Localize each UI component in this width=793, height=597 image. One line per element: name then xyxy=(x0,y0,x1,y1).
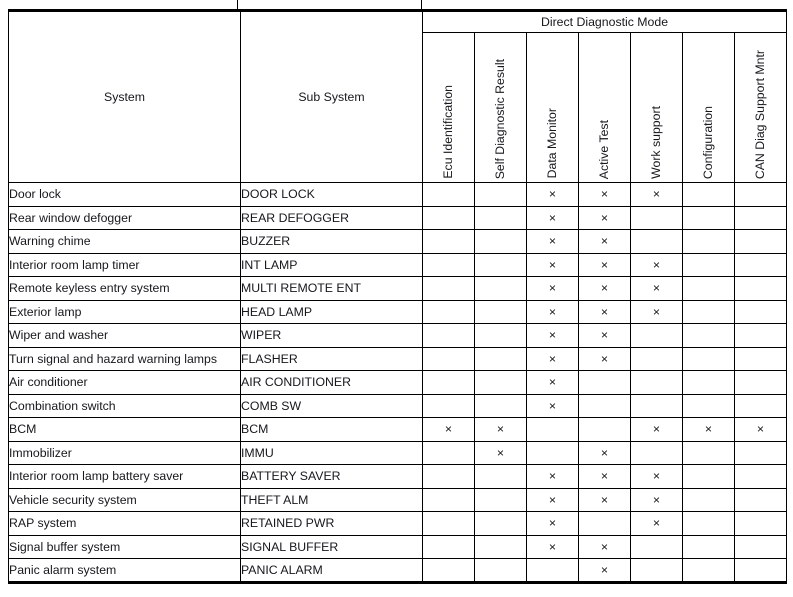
applicability-mark-cell: × xyxy=(579,230,631,254)
empty-mark-cell xyxy=(735,465,787,489)
empty-mark-cell xyxy=(475,277,527,301)
mode-column-label: Active Test xyxy=(597,119,612,179)
empty-mark-cell xyxy=(735,253,787,277)
direct-diagnostic-mode-table xyxy=(8,9,787,584)
empty-mark-cell xyxy=(735,300,787,324)
applicability-mark-cell: × xyxy=(527,183,579,207)
empty-mark-cell xyxy=(423,300,475,324)
table-row xyxy=(9,206,787,230)
empty-mark-cell xyxy=(683,465,735,489)
mode-column-label: Data Monitor xyxy=(545,108,560,179)
empty-mark-cell xyxy=(475,535,527,559)
empty-mark-cell xyxy=(631,535,683,559)
sub-system-cell: RETAINED PWR xyxy=(241,512,423,536)
table-row xyxy=(9,559,787,583)
system-cell: Interior room lamp timer xyxy=(9,253,241,277)
applicability-mark-cell: × xyxy=(579,465,631,489)
applicability-mark-cell: × xyxy=(527,465,579,489)
empty-mark-cell xyxy=(423,230,475,254)
empty-mark-cell xyxy=(475,183,527,207)
table-row xyxy=(9,183,787,207)
applicability-mark-cell: × xyxy=(527,300,579,324)
empty-mark-cell xyxy=(423,371,475,395)
empty-mark-cell xyxy=(735,394,787,418)
empty-mark-cell xyxy=(423,488,475,512)
empty-mark-cell xyxy=(631,394,683,418)
empty-mark-cell xyxy=(475,300,527,324)
empty-mark-cell xyxy=(735,277,787,301)
sub-system-cell: AIR CONDITIONER xyxy=(241,371,423,395)
sub-system-cell: INT LAMP xyxy=(241,253,423,277)
empty-mark-cell xyxy=(683,441,735,465)
empty-mark-cell xyxy=(631,441,683,465)
applicability-mark-cell: × xyxy=(527,535,579,559)
system-cell: Exterior lamp xyxy=(9,300,241,324)
sub-system-cell: BUZZER xyxy=(241,230,423,254)
empty-mark-cell xyxy=(475,512,527,536)
top-edge-gridline-left xyxy=(237,0,238,9)
table-row xyxy=(9,371,787,395)
empty-mark-cell xyxy=(683,347,735,371)
table-row xyxy=(9,512,787,536)
table-row xyxy=(9,324,787,348)
empty-mark-cell xyxy=(683,394,735,418)
empty-mark-cell xyxy=(423,512,475,536)
system-cell: Remote keyless entry system xyxy=(9,277,241,301)
sub-system-cell: SIGNAL BUFFER xyxy=(241,535,423,559)
empty-mark-cell xyxy=(683,183,735,207)
empty-mark-cell xyxy=(631,230,683,254)
empty-mark-cell xyxy=(423,441,475,465)
applicability-mark-cell: × xyxy=(631,512,683,536)
table-row xyxy=(9,535,787,559)
applicability-mark-cell: × xyxy=(527,394,579,418)
applicability-mark-cell: × xyxy=(631,300,683,324)
empty-mark-cell xyxy=(735,512,787,536)
system-cell: Rear window defogger xyxy=(9,206,241,230)
empty-mark-cell xyxy=(579,418,631,442)
mode-column-label: CAN Diag Support Mntr xyxy=(753,49,768,179)
empty-mark-cell xyxy=(579,394,631,418)
empty-mark-cell xyxy=(735,371,787,395)
applicability-mark-cell: × xyxy=(631,418,683,442)
empty-mark-cell xyxy=(683,512,735,536)
empty-mark-cell xyxy=(475,559,527,583)
empty-mark-cell xyxy=(683,559,735,583)
applicability-mark-cell: × xyxy=(579,324,631,348)
applicability-mark-cell: × xyxy=(631,183,683,207)
empty-mark-cell xyxy=(527,441,579,465)
applicability-mark-cell: × xyxy=(423,418,475,442)
applicability-mark-cell: × xyxy=(735,418,787,442)
applicability-mark-cell: × xyxy=(527,512,579,536)
empty-mark-cell xyxy=(475,324,527,348)
empty-mark-cell xyxy=(735,441,787,465)
empty-mark-cell xyxy=(579,371,631,395)
system-cell: Immobilizer xyxy=(9,441,241,465)
system-cell: Warning chime xyxy=(9,230,241,254)
applicability-mark-cell: × xyxy=(527,488,579,512)
system-cell: Panic alarm system xyxy=(9,559,241,583)
system-column-header: System xyxy=(9,11,241,183)
direct-diagnostic-mode-header: Direct Diagnostic Mode xyxy=(423,11,787,33)
applicability-mark-cell: × xyxy=(475,418,527,442)
sub-system-column-header: Sub System xyxy=(241,11,423,183)
empty-mark-cell xyxy=(735,559,787,583)
mode-column-label: Configuration xyxy=(701,105,716,179)
empty-mark-cell xyxy=(631,559,683,583)
empty-mark-cell xyxy=(683,253,735,277)
applicability-mark-cell: × xyxy=(527,324,579,348)
mode-column-header-3 xyxy=(527,33,579,183)
applicability-mark-cell: × xyxy=(631,277,683,301)
applicability-mark-cell: × xyxy=(579,488,631,512)
applicability-mark-cell: × xyxy=(683,418,735,442)
applicability-mark-cell: × xyxy=(631,488,683,512)
table-row xyxy=(9,300,787,324)
mode-column-header-2 xyxy=(475,33,527,183)
empty-mark-cell xyxy=(475,371,527,395)
empty-mark-cell xyxy=(423,394,475,418)
mode-column-header-6 xyxy=(683,33,735,183)
empty-mark-cell xyxy=(423,324,475,348)
empty-mark-cell xyxy=(735,347,787,371)
table-row xyxy=(9,277,787,301)
empty-mark-cell xyxy=(683,488,735,512)
empty-mark-cell xyxy=(475,347,527,371)
sub-system-cell: DOOR LOCK xyxy=(241,183,423,207)
empty-mark-cell xyxy=(683,371,735,395)
empty-mark-cell xyxy=(735,535,787,559)
empty-mark-cell xyxy=(683,206,735,230)
mode-column-header-4 xyxy=(579,33,631,183)
empty-mark-cell xyxy=(423,253,475,277)
empty-mark-cell xyxy=(683,535,735,559)
sub-system-cell: THEFT ALM xyxy=(241,488,423,512)
empty-mark-cell xyxy=(631,324,683,348)
sub-system-cell: PANIC ALARM xyxy=(241,559,423,583)
empty-mark-cell xyxy=(475,206,527,230)
table-row xyxy=(9,230,787,254)
empty-mark-cell xyxy=(475,230,527,254)
sub-system-cell: WIPER xyxy=(241,324,423,348)
empty-mark-cell xyxy=(735,488,787,512)
system-cell: RAP system xyxy=(9,512,241,536)
mode-column-label: Self Diagnostic Result xyxy=(493,58,508,179)
applicability-mark-cell: × xyxy=(631,465,683,489)
empty-mark-cell xyxy=(527,418,579,442)
applicability-mark-cell: × xyxy=(527,347,579,371)
applicability-mark-cell: × xyxy=(579,300,631,324)
empty-mark-cell xyxy=(735,183,787,207)
system-cell: Door lock xyxy=(9,183,241,207)
applicability-mark-cell: × xyxy=(527,277,579,301)
sub-system-cell: FLASHER xyxy=(241,347,423,371)
applicability-mark-cell: × xyxy=(579,183,631,207)
system-cell: Combination switch xyxy=(9,394,241,418)
empty-mark-cell xyxy=(683,230,735,254)
empty-mark-cell xyxy=(683,300,735,324)
applicability-mark-cell: × xyxy=(579,253,631,277)
empty-mark-cell xyxy=(475,253,527,277)
top-edge-gridline-right xyxy=(421,0,422,9)
applicability-mark-cell: × xyxy=(579,535,631,559)
applicability-mark-cell: × xyxy=(527,253,579,277)
empty-mark-cell xyxy=(423,535,475,559)
empty-mark-cell xyxy=(735,206,787,230)
mode-column-header-1 xyxy=(423,33,475,183)
applicability-mark-cell: × xyxy=(527,371,579,395)
sub-system-cell: COMB SW xyxy=(241,394,423,418)
system-cell: Turn signal and hazard warning lamps xyxy=(9,347,241,371)
empty-mark-cell xyxy=(579,512,631,536)
group-header-row xyxy=(9,11,787,33)
empty-mark-cell xyxy=(475,394,527,418)
applicability-mark-cell: × xyxy=(631,253,683,277)
sub-system-cell: BATTERY SAVER xyxy=(241,465,423,489)
table-row xyxy=(9,394,787,418)
table-row xyxy=(9,253,787,277)
empty-mark-cell xyxy=(423,465,475,489)
empty-mark-cell xyxy=(527,559,579,583)
sub-system-cell: BCM xyxy=(241,418,423,442)
table-row xyxy=(9,347,787,371)
table-row xyxy=(9,418,787,442)
sub-system-cell: MULTI REMOTE ENT xyxy=(241,277,423,301)
empty-mark-cell xyxy=(423,206,475,230)
applicability-mark-cell: × xyxy=(527,230,579,254)
sub-system-cell: IMMU xyxy=(241,441,423,465)
empty-mark-cell xyxy=(423,347,475,371)
empty-mark-cell xyxy=(735,230,787,254)
sub-system-cell: HEAD LAMP xyxy=(241,300,423,324)
empty-mark-cell xyxy=(631,371,683,395)
applicability-mark-cell: × xyxy=(527,206,579,230)
empty-mark-cell xyxy=(735,324,787,348)
applicability-mark-cell: × xyxy=(579,559,631,583)
mode-column-label: Work support xyxy=(649,105,664,179)
applicability-mark-cell: × xyxy=(579,277,631,301)
table-row xyxy=(9,441,787,465)
table-row xyxy=(9,488,787,512)
empty-mark-cell xyxy=(683,277,735,301)
mode-column-header-5 xyxy=(631,33,683,183)
applicability-mark-cell: × xyxy=(579,441,631,465)
empty-mark-cell xyxy=(475,465,527,489)
empty-mark-cell xyxy=(631,206,683,230)
empty-mark-cell xyxy=(475,488,527,512)
system-cell: Vehicle security system xyxy=(9,488,241,512)
empty-mark-cell xyxy=(683,324,735,348)
applicability-mark-cell: × xyxy=(475,441,527,465)
empty-mark-cell xyxy=(423,559,475,583)
table-row xyxy=(9,465,787,489)
empty-mark-cell xyxy=(423,277,475,301)
system-cell: Interior room lamp battery saver xyxy=(9,465,241,489)
system-cell: Air conditioner xyxy=(9,371,241,395)
system-cell: Signal buffer system xyxy=(9,535,241,559)
system-cell: Wiper and washer xyxy=(9,324,241,348)
applicability-mark-cell: × xyxy=(579,347,631,371)
system-cell: BCM xyxy=(9,418,241,442)
sub-system-cell: REAR DEFOGGER xyxy=(241,206,423,230)
empty-mark-cell xyxy=(631,347,683,371)
mode-column-label: Ecu Identification xyxy=(441,85,456,179)
empty-mark-cell xyxy=(423,183,475,207)
mode-column-header-7 xyxy=(735,33,787,183)
applicability-mark-cell: × xyxy=(579,206,631,230)
